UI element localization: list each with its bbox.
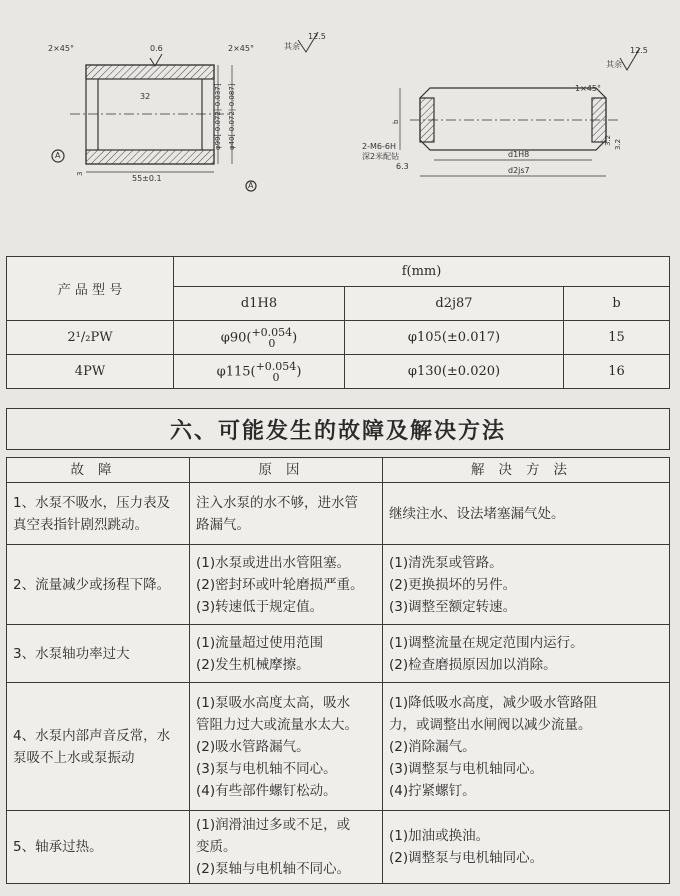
cause-text: (3)泵与电机轴不同心。 — [196, 760, 337, 777]
solution-text: (1)调整流量在规定范围内运行。 — [389, 634, 584, 651]
solution-cell — [383, 683, 670, 811]
fault-row — [7, 545, 670, 625]
spec-b: 15 — [564, 321, 670, 355]
spec-b: 16 — [564, 355, 670, 389]
rest-left-value: 12.5 — [308, 32, 326, 41]
cause-text: 注入水泵的水不够，进水管 — [196, 494, 358, 511]
cause-cell — [190, 683, 383, 811]
left-dim-d2: φ40[-0.072|-0.087] — [228, 83, 236, 150]
fault-row — [7, 625, 670, 683]
cause-text: (1)润滑油过多或不足，或 — [196, 817, 351, 833]
spec-header-f: f(mm) — [174, 257, 670, 287]
left-dim-d1: φ99[-0.072|-0.037] — [214, 83, 222, 150]
solution-text: (2)更换损坏的另件。 — [389, 576, 517, 593]
cause-text: (2)泵轴与电机轴不同心。 — [196, 861, 351, 877]
cause-text: (2)发生机械摩擦。 — [196, 656, 310, 673]
cause-text: (2)密封环或叶轮磨损严重。 — [196, 576, 364, 593]
solution-text: 力，或调整出水闸阀以减少流量。 — [389, 716, 592, 733]
spec-d1-tolerance — [256, 361, 297, 383]
solution-text: (1)清洗泵或管路。 — [389, 554, 503, 571]
fault-text: 2、流量减少或扬程下降。 — [13, 576, 171, 593]
drawing-lines — [0, 0, 680, 255]
spec-d2: φ130(±0.020) — [345, 355, 564, 389]
fault-text: 真空表指针剧烈跳动。 — [13, 516, 148, 533]
spec-model: 2¹/₂PW — [7, 321, 174, 355]
right-d2-label: d2js7 — [508, 166, 530, 175]
cause-text: 路漏气。 — [196, 516, 250, 533]
spec-col-d2: d2j87 — [345, 287, 564, 321]
header-solution: 解决方法 — [383, 458, 670, 483]
spec-d1-close: ) — [296, 364, 302, 379]
spec-d2: φ105(±0.017) — [345, 321, 564, 355]
cause-text: (1)流量超过使用范围 — [196, 634, 324, 651]
spec-d1-lower: 0 — [268, 336, 276, 350]
right-dim-b: b — [392, 119, 400, 124]
header-cause: 原因 — [190, 458, 383, 483]
spec-d1 — [174, 321, 345, 355]
spec-d1-base: φ90( — [220, 330, 252, 345]
section-title: 六、可能发生的故障及解决方法 — [6, 408, 670, 450]
solution-cell — [383, 811, 670, 884]
right-rough-6-3: 6.3 — [396, 162, 409, 171]
rest-left-label: 其余 — [284, 42, 300, 51]
left-dim-3: 3 — [76, 171, 84, 176]
spec-col-b: b — [564, 287, 670, 321]
solution-text: (2)检查磨损原因加以消除。 — [389, 656, 557, 673]
solution-text: (4)拧紧螺钉。 — [389, 782, 476, 799]
cause-text: 管阻力过大或流量水太大。 — [196, 716, 358, 733]
cause-cell — [190, 483, 383, 545]
rest-right-label: 其余 — [606, 60, 622, 69]
left-chamfer-label: 2×45° — [48, 44, 74, 53]
spec-d1-close: ) — [292, 330, 298, 345]
spec-col-d1: d1H8 — [174, 287, 345, 321]
right-chamfer-label: 1×45° — [575, 84, 601, 93]
fault-cell — [7, 811, 190, 884]
cause-text: (1)泵吸水高度太高，吸水 — [196, 694, 351, 711]
spec-d1-upper: +0.054 — [251, 325, 293, 339]
spec-d1-upper: +0.054 — [255, 359, 297, 373]
spec-row — [7, 321, 670, 355]
cause-cell — [190, 625, 383, 683]
fault-cell — [7, 483, 190, 545]
left-chamfer2-label: 2×45° — [228, 44, 254, 53]
fault-text: 5、轴承过热。 — [13, 839, 103, 855]
left-datum-label: A — [55, 151, 61, 160]
left-datum-label-2: A — [248, 181, 254, 190]
fault-row — [7, 483, 670, 545]
fault-table — [6, 457, 670, 884]
left-dim-32: 32 — [140, 92, 151, 101]
cause-text: (1)水泵或进出水管阻塞。 — [196, 554, 351, 571]
fault-cell — [7, 683, 190, 811]
spec-table — [6, 256, 670, 389]
right-dim-3-2b: 3.2 — [614, 138, 622, 150]
engineering-drawing — [0, 0, 680, 255]
cause-text: (3)转速低于规定值。 — [196, 598, 324, 615]
solution-cell — [383, 625, 670, 683]
right-thread-note: 深2米配钻 — [362, 152, 400, 161]
cause-text: 变质。 — [196, 839, 237, 855]
solution-cell — [383, 545, 670, 625]
solution-text: (3)调整泵与电机轴同心。 — [389, 760, 544, 777]
spec-d1-base: φ115( — [216, 364, 256, 379]
right-dim-3-2a: 3.2 — [604, 134, 612, 146]
fault-text: 3、水泵轴功率过大 — [13, 645, 130, 662]
fault-cell — [7, 545, 190, 625]
spec-row — [7, 355, 670, 389]
left-roughness-label: 0.6 — [150, 44, 163, 53]
header-fault: 故障 — [7, 458, 190, 483]
solution-text: (3)调整至额定转速。 — [389, 598, 517, 615]
solution-text: (2)消除漏气。 — [389, 738, 476, 755]
rest-right-value: 12.5 — [630, 46, 648, 55]
solution-text: (1)降低吸水高度，减少吸水管路阻 — [389, 694, 598, 711]
spec-d1 — [174, 355, 345, 389]
fault-table-header — [7, 458, 670, 483]
spec-header-product: 产 品 型 号 — [7, 257, 174, 321]
solution-text: (1)加油或换油。 — [389, 828, 490, 844]
cause-cell — [190, 545, 383, 625]
cause-text: (2)吸水管路漏气。 — [196, 738, 310, 755]
fault-text: 4、水泵内部声音反常，水 — [13, 727, 171, 744]
left-bottom-dim: 55±0.1 — [132, 174, 162, 183]
right-thread-label: 2-M6-6H — [362, 142, 396, 151]
spec-d1-tolerance — [251, 327, 292, 349]
fault-text: 泵吸不上水或泵振动 — [13, 749, 135, 766]
fault-row — [7, 811, 670, 884]
spec-model: 4PW — [7, 355, 174, 389]
cause-cell — [190, 811, 383, 884]
right-d1-label: d1H8 — [508, 150, 530, 159]
fault-row — [7, 683, 670, 811]
seal-ring-section — [400, 88, 620, 176]
fault-cell — [7, 625, 190, 683]
cause-text: (4)有些部件螺钉松动。 — [196, 782, 337, 799]
solution-text: (2)调整泵与电机轴同心。 — [389, 850, 544, 866]
solution-text: 继续注水、设法堵塞漏气处。 — [389, 505, 565, 522]
fault-text: 1、水泵不吸水，压力表及 — [13, 494, 171, 511]
spec-d1-lower: 0 — [272, 370, 280, 384]
solution-cell — [383, 483, 670, 545]
